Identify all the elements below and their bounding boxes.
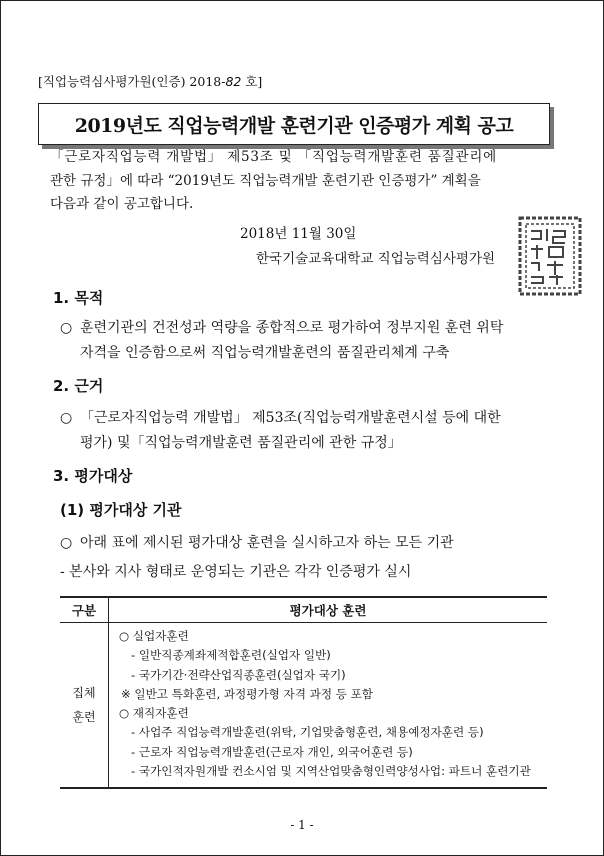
table-header-category: 구분 [60, 597, 109, 623]
section-3-heading: 3. 평가대상 [53, 467, 133, 485]
intro-line: 「근로자직업능력 개발법」 제53조 및 「직업능력개발훈련 품질관리에 [50, 149, 497, 165]
table-header-training: 평가대상 훈련 [109, 597, 548, 623]
intro-line: 다음과 같이 공고합니다. [50, 196, 194, 212]
section-2-line: 「근로자직업능력 개발법」 제53조(직업능력개발훈련시설 등에 대한 [80, 410, 501, 426]
section-3-body [60, 531, 454, 585]
table-line: ※ 일반고 특화훈련, 과정평가형 자격 과정 등 포함 [121, 686, 373, 701]
doc-number-handwritten: 82 [225, 74, 242, 89]
table-category-cell [60, 623, 109, 789]
table-row [60, 623, 547, 789]
table-line: ○ 실업자훈련 [119, 629, 189, 643]
intro-line: 관한 규정」에 따라 “2019년도 직업능력개발 훈련기관 인증평가” 계획을 [50, 172, 481, 189]
table-line: - 국가기간·전략산업직종훈련(실업자 국기) [131, 667, 346, 682]
target-training-table [60, 596, 547, 789]
title-box [38, 103, 550, 145]
issuing-organization: 한국기술교육대학교 직업능력심사평가원 [256, 251, 496, 267]
page-number: - 1 - [290, 818, 314, 832]
official-seal-stamp [517, 215, 583, 297]
table-training-cell [109, 623, 548, 789]
doc-number-suffix: 호] [241, 74, 263, 89]
intro-paragraph [50, 146, 560, 217]
section-2-line: 평가) 및「직업능력개발훈련 품질관리에 관한 규정」 [80, 435, 402, 451]
table-line: - 일반직종계좌제적합훈련(실업자 일반) [131, 648, 331, 663]
doc-number-prefix: [직업능력심사평가원(인증) 2018- [38, 74, 226, 89]
table-line: ○ 재직자훈련 [119, 706, 189, 721]
section-1-body [60, 316, 503, 366]
table-line: - 사업주 직업능력개발훈련(위탁, 기업맞춤형훈련, 채용예정자훈련 등) [131, 725, 484, 740]
page-title: 2019년도 직업능력개발 훈련기관 인증평가 계획 공고 [74, 114, 514, 137]
section-1-line: 훈련기관의 건전성과 역량을 종합적으로 평가하여 정부지원 훈련 위탁 [80, 320, 504, 336]
section-3-subheading: (1) 평가대상 기관 [60, 501, 182, 519]
document-number [38, 72, 262, 90]
section-2-heading: 2. 근거 [53, 377, 104, 395]
section-1-heading: 1. 목적 [53, 289, 104, 307]
bullet-circle: ○ [60, 320, 73, 336]
section-3-line: - 본사와 지사 형태로 운영되는 기관은 각각 인증평가 실시 [60, 564, 412, 580]
announcement-date: 2018년 11월 30일 [240, 226, 357, 242]
bullet-circle: ○ [60, 535, 73, 551]
table-line: - 국가인적자원개발 컨소시엄 및 지역산업맞춤형인력양성사업: 파트너 훈련기관 [131, 764, 531, 779]
category-label: 훈련 [72, 710, 96, 725]
section-3-line: 아래 표에 제시된 평가대상 훈련을 실시하고자 하는 모든 기관 [80, 535, 454, 551]
category-label: 집체 [72, 686, 96, 701]
table-line: - 근로자 직업능력개발훈련(근로자 개인, 외국어훈련 등) [131, 744, 413, 759]
bullet-circle: ○ [60, 410, 73, 426]
section-1-line: 자격을 인증함으로써 직업능력개발훈련의 품질관리체계 구축 [80, 345, 450, 361]
table-header-row [60, 597, 547, 623]
section-2-body [60, 406, 501, 456]
